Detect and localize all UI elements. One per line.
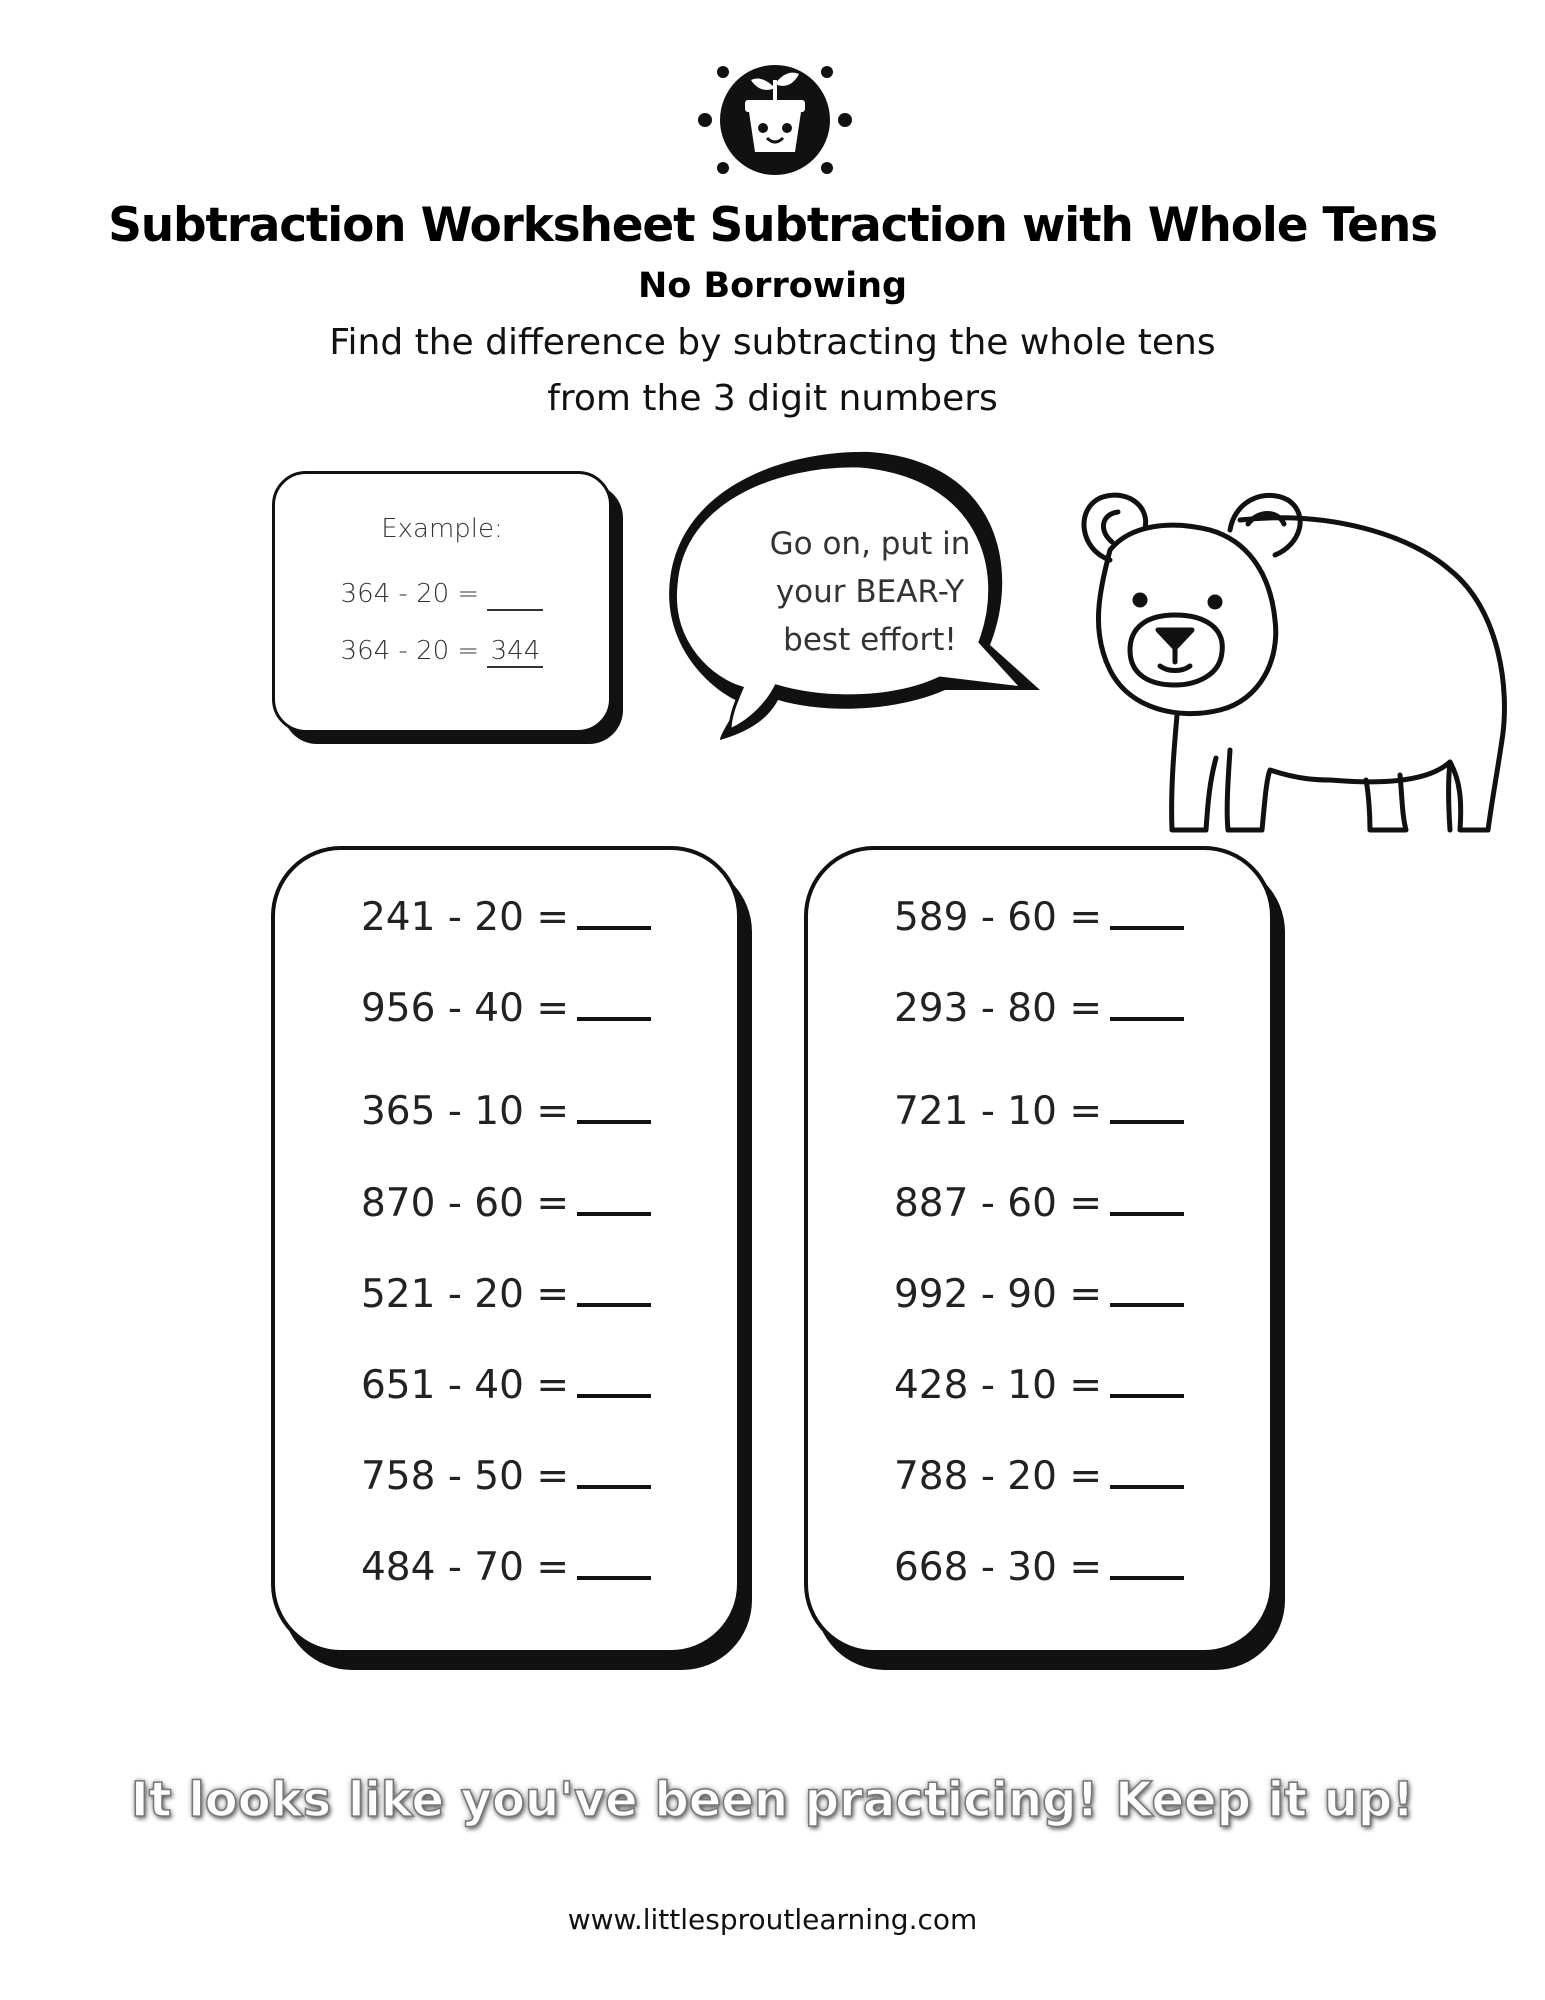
answer-blank[interactable] — [577, 1451, 651, 1489]
answer-blank[interactable] — [577, 892, 651, 930]
problem-row — [275, 983, 737, 1031]
example-solved — [275, 636, 609, 668]
answer-blank[interactable] — [577, 1178, 651, 1216]
problem-row — [808, 1178, 1270, 1226]
problem-row — [808, 1360, 1270, 1408]
answer-blank[interactable] — [577, 1086, 651, 1124]
problem-row — [275, 1360, 737, 1408]
problem-text: 484 - 70 = — [360, 1545, 569, 1590]
problem-text: 521 - 20 = — [360, 1272, 569, 1317]
instructions-line-1: Find the difference by subtracting the whole tens — [329, 322, 1216, 363]
example-card — [272, 471, 612, 733]
answer-blank[interactable] — [1110, 1269, 1184, 1307]
problem-text: 992 - 90 = — [893, 1272, 1102, 1317]
problem-row — [808, 1086, 1270, 1134]
bubble-line-3: best effort! — [783, 622, 957, 658]
problem-text: 668 - 30 = — [893, 1545, 1102, 1590]
answer-blank[interactable] — [1110, 1360, 1184, 1398]
left-problem-panel — [271, 846, 741, 1654]
problem-row — [275, 892, 737, 940]
answer-blank[interactable] — [1110, 892, 1184, 930]
example-solved-text: 364 - 20 = — [340, 636, 480, 666]
encouragement-message: It looks like you've been practicing! Keep it up! — [130, 1772, 1415, 1828]
answer-blank[interactable] — [577, 1542, 651, 1580]
answer-blank[interactable] — [1110, 1178, 1184, 1216]
problem-row — [808, 892, 1270, 940]
problem-row — [275, 1542, 737, 1590]
problem-text: 428 - 10 = — [893, 1363, 1102, 1408]
problem-text: 758 - 50 = — [360, 1454, 569, 1499]
problem-row — [275, 1451, 737, 1499]
problem-row — [808, 983, 1270, 1031]
bubble-line-1: Go on, put in — [769, 526, 971, 562]
example-question-text: 364 - 20 = — [340, 579, 480, 609]
answer-blank[interactable] — [1110, 1542, 1184, 1580]
example-answer: 344 — [487, 636, 543, 668]
answer-blank[interactable] — [1110, 1086, 1184, 1124]
page-subtitle: No Borrowing — [637, 266, 908, 306]
problem-text: 241 - 20 = — [360, 895, 569, 940]
answer-blank[interactable] — [577, 1269, 651, 1307]
bear-illustration — [1030, 480, 1530, 840]
problem-text: 721 - 10 = — [893, 1089, 1102, 1134]
page-title: Subtraction Worksheet Subtraction with Whole Tens — [108, 198, 1437, 253]
footer-url[interactable]: www.littlesproutlearning.com — [567, 1903, 978, 1936]
problem-text: 651 - 40 = — [360, 1363, 569, 1408]
problem-row — [275, 1086, 737, 1134]
problem-text: 788 - 20 = — [893, 1454, 1102, 1499]
problem-text: 365 - 10 = — [360, 1089, 569, 1134]
answer-blank[interactable] — [1110, 1451, 1184, 1489]
answer-blank[interactable] — [1110, 983, 1184, 1021]
problem-text: 870 - 60 = — [360, 1181, 569, 1226]
problem-row — [808, 1542, 1270, 1590]
instructions-line-2: from the 3 digit numbers — [547, 378, 998, 419]
example-label: Example: — [381, 514, 503, 544]
problem-text: 293 - 80 = — [893, 986, 1102, 1031]
answer-blank[interactable] — [577, 1360, 651, 1398]
right-problem-panel — [804, 846, 1274, 1654]
speech-bubble-text — [720, 520, 1020, 664]
example-question — [275, 579, 609, 611]
problem-row — [275, 1269, 737, 1317]
bubble-line-2: your BEAR-Y — [775, 574, 965, 610]
sprout-pot-logo-icon — [685, 40, 865, 190]
problem-row — [808, 1269, 1270, 1317]
example-blank — [487, 579, 543, 611]
problem-text: 956 - 40 = — [360, 986, 569, 1031]
problem-text: 589 - 60 = — [893, 895, 1102, 940]
answer-blank[interactable] — [577, 983, 651, 1021]
problem-text: 887 - 60 = — [893, 1181, 1102, 1226]
problem-row — [808, 1451, 1270, 1499]
problem-row — [275, 1178, 737, 1226]
